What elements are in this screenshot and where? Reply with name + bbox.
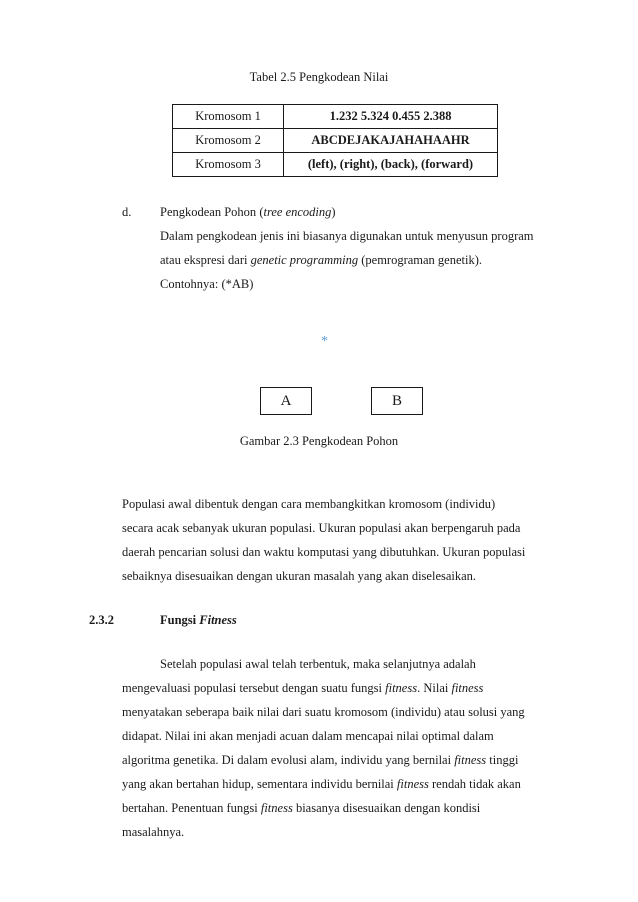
table-cell-value: ABCDEJAKAJAHAHAAHR [284, 129, 498, 153]
paragraph-text: rendah tidak akan [432, 777, 521, 791]
paragraph-line [122, 777, 521, 792]
table-caption: Tabel 2.5 Pengkodean Nilai [249, 70, 389, 84]
paragraph-line: Setelah populasi awal telah terbentuk, maka selanjutnya adalah [160, 657, 476, 671]
list-marker: d. [122, 205, 132, 219]
paragraph-line: menyatakan seberapa baik nilai dari suatu kromosom (individu) atau solusi yang [122, 705, 525, 719]
paragraph-line [122, 801, 480, 816]
paragraph-term: fitness [451, 681, 484, 695]
item-d-example: Contohnya: (*AB) [160, 277, 254, 291]
paragraph-line [122, 681, 483, 696]
item-d-line2-prefix: atau ekspresi dari [160, 253, 248, 267]
paragraph-line: secara acak sebanyak ukuran populasi. Ukuran populasi akan berpengaruh pada [122, 521, 521, 535]
paragraph-line: sebaiknya disesuaikan dengan ukuran masalah yang akan diselesaikan. [122, 569, 477, 583]
item-d-line2-suffix: (pemrograman genetik). [361, 253, 483, 267]
item-d-line2-term: genetic programming [250, 253, 359, 267]
paragraph-text: . Nilai [417, 681, 449, 695]
item-d-title-text: Pengkodean Pohon [160, 205, 257, 219]
paragraph-text: biasanya disesuaikan dengan kondisi [295, 801, 481, 815]
section-number: 2.3.2 [89, 613, 114, 627]
table-row [173, 129, 498, 153]
paragraph-line [122, 753, 518, 768]
item-d-title: Pengkodean Pohon (tree encoding) [160, 205, 336, 219]
tree-node-b: B [371, 387, 423, 415]
paragraph-term: fitness [396, 777, 429, 791]
section-title-term: Fitness [199, 613, 237, 627]
item-d-line [160, 253, 482, 268]
table-cell-label: Kromosom 3 [173, 153, 284, 177]
paragraph-term: fitness [260, 801, 293, 815]
table-cell-value: 1.232 5.324 0.455 2.388 [284, 105, 498, 129]
section-title [160, 613, 237, 628]
paragraph-line: didapat. Nilai ini akan menjadi acuan dalam mencapai nilai optimal dalam [122, 729, 494, 743]
paragraph-term: fitness [454, 753, 487, 767]
item-d-title-term: tree encoding [263, 205, 332, 219]
paragraph-term: fitness [385, 681, 418, 695]
table-cell-label: Kromosom 2 [173, 129, 284, 153]
paragraph-text: tinggi [489, 753, 519, 767]
table-row [173, 105, 498, 129]
tree-root-node: * [321, 334, 328, 349]
paragraph-text: bertahan. Penentuan fungsi [122, 801, 258, 815]
section-title-prefix: Fungsi [160, 613, 197, 627]
table-row [173, 153, 498, 177]
table-cell-value: (left), (right), (back), (forward) [284, 153, 498, 177]
paragraph-line: Populasi awal dibentuk dengan cara membangkitkan kromosom (individu) [122, 497, 496, 511]
tree-node-a: A [260, 387, 312, 415]
table-cell-label: Kromosom 1 [173, 105, 284, 129]
paragraph-line: masalahnya. [122, 825, 185, 839]
item-d-line: Dalam pengkodean jenis ini biasanya digunakan untuk menyusun program [160, 229, 534, 243]
paragraph-line: daerah pencarian solusi dan waktu komputasi yang dibutuhkan. Ukuran populasi [122, 545, 526, 559]
paragraph-text: algoritma genetika. Di dalam evolusi alam, individu yang bernilai [122, 753, 452, 767]
paragraph-text: yang akan bertahan hidup, sementara individu bernilai [122, 777, 394, 791]
figure-caption: Gambar 2.3 Pengkodean Pohon [239, 434, 399, 448]
paragraph-text: mengevaluasi populasi tersebut dengan suatu fungsi [122, 681, 383, 695]
encoding-table [172, 104, 498, 177]
